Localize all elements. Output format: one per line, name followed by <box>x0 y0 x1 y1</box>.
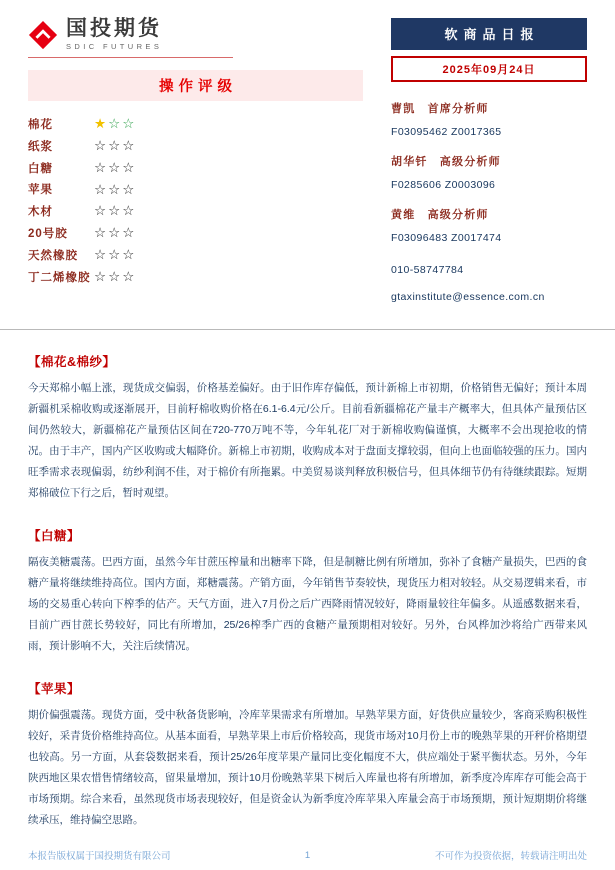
commodity-name: 20号胶 <box>28 227 68 240</box>
rating-row-pulp <box>28 135 363 157</box>
rating-row-apple <box>28 178 363 200</box>
commodity-name: 苹果 <box>28 184 53 197</box>
rating-row-sugar <box>28 157 363 179</box>
star-rating: ☆☆☆ <box>94 137 137 153</box>
analyst-license: F03095462 Z0017365 <box>391 126 502 139</box>
star-rating: ☆☆☆ <box>94 159 137 175</box>
section-title: 【棉花&棉纱】 <box>28 355 116 370</box>
rating-row-butadiene-rubber <box>28 266 363 288</box>
footer-page-number: 1 <box>304 849 311 861</box>
section-sugar <box>28 526 587 657</box>
commodity-name: 木材 <box>28 206 53 219</box>
footer-disclaimer: 不可作为投资依据，转载请注明出处 <box>435 851 588 862</box>
analyst-license: F0285606 Z0003096 <box>391 179 496 192</box>
analyst-name: 曹凯 首席分析师 <box>391 103 489 115</box>
star-rating: ☆☆☆ <box>94 268 137 284</box>
rating-row-cotton <box>28 113 363 135</box>
report-date: 2025年09月24日 <box>391 56 587 82</box>
section-body: 今天郑棉小幅上涨，现货成交偏弱，价格基差偏好。由于旧作库存偏低，预计新棉上市初期，价格销售无偏好；预计本周新疆机采棉收购或逐渐展开，目前籽棉收购价格在6.1-6.4元/公斤。目前看新疆棉花产量丰产概率大，但具体产量预估区间仍然较大，新疆棉花产量预估区间在720-770万吨不等，今年轧花厂对于新棉收购偏谨慎，大概率不会出现抢收的情况。由于丰产，国内产区收购或大幅降价。新棉上市初期，收购成本对于盘面支撑较弱，但向上也面临较强的压力。国内旺季需求表现偏弱，纺纱利润不佳，对于棉价有所拖累。中美贸易谈判释放积极信号，但具体细节仍有待继续跟踪。短期郑棉破位下行之后，暂时观望。 <box>28 382 587 500</box>
section-apple <box>28 679 587 831</box>
sdic-logo <box>28 18 233 58</box>
left-column <box>28 18 363 287</box>
contact-phone: 010-58747784 <box>391 264 464 277</box>
top-area <box>28 18 587 317</box>
analyst-license: F03096483 Z0017474 <box>391 231 502 244</box>
star-rating: ☆☆☆ <box>94 225 137 241</box>
commodity-name: 纸浆 <box>28 140 53 153</box>
analyst-name: 黄维 高级分析师 <box>391 208 489 221</box>
header-divider <box>0 329 615 330</box>
brand-name: 国投期货 <box>66 17 162 40</box>
star-rating: ☆☆☆ <box>94 246 137 262</box>
section-cotton <box>28 352 587 504</box>
footer-copyright: 本报告版权属于国投期货有限公司 <box>28 851 171 862</box>
commodity-name: 天然橡胶 <box>28 249 78 262</box>
analyst-block <box>391 100 587 317</box>
section-body: 期价偏强震荡。现货方面，受中秋备货影响，冷库苹果需求有所增加。早熟苹果方面，好货供应量较少，客商采购积极性较好，采青货价格维持高位。从基本面看，早熟苹果上市后价格较高，现货市场对10月份上市的晚熟苹果的开秤价格期望也较高。另一方面，从套袋数据来看，预计25/26年度苹果产量同比变化幅度不大，供应端处于紧平衡状态。另外，今年陕西地区果农惜售情绪较高，留果量增加，预计10月份晚熟苹果下树后入库量也将有所增加，新季度冷库库存可能会高于市场预期。综合来看，虽然现货市场表现较好，但是资金认为新季度冷库苹果入库量会高于市场预期，预计短期期价将继续承压，维持偏空思路。 <box>28 709 587 827</box>
page-footer <box>28 848 587 862</box>
brand-subtitle: SDIC FUTURES <box>66 42 163 52</box>
section-title: 【苹果】 <box>28 682 81 697</box>
star-rating: ☆☆☆ <box>94 203 137 219</box>
rating-row-natural-rubber <box>28 244 363 266</box>
rating-list <box>28 113 363 287</box>
logo-text <box>66 18 162 51</box>
rating-panel-title: 操作评级 <box>28 70 363 101</box>
sdic-logo-icon <box>28 20 58 50</box>
star-rating: ☆☆☆ <box>94 181 137 197</box>
commodity-name: 白糖 <box>28 162 53 175</box>
analyst-name: 胡华钎 高级分析师 <box>391 155 501 168</box>
section-title: 【白糖】 <box>28 529 81 544</box>
commodity-name: 丁二烯橡胶 <box>28 271 91 284</box>
rating-row-rubber20 <box>28 222 363 244</box>
contact-email: gtaxinstitute@essence.com.cn <box>391 290 545 303</box>
right-column <box>391 18 587 317</box>
commodity-name: 棉花 <box>28 118 53 131</box>
star-rating: ★☆☆ <box>94 116 137 132</box>
section-body: 隔夜美糖震荡。巴西方面，虽然今年甘蔗压榨量和出糖率下降，但是制糖比例有所增加，弥补了食糖产量损失，巴西的食糖产量将继续维持高位。国内方面，郑糖震荡。产销方面，今年销售节奏较快，现货压力相对较轻。从交易逻辑来看，市场的交易重心转向下榨季的估产。天气方面，进入7月份之后广西降雨情况较好，降雨量较往年偏多。从遥感数据来看，目前广西甘蔗长势较好，同比有所增加，25/26榨季广西的食糖产量预期相对较好。另外，台风桦加沙将给广西带来风雨，预计影响不大，关注后续情况。 <box>28 556 587 653</box>
rating-row-timber <box>28 200 363 222</box>
report-title: 软商品日报 <box>391 18 587 50</box>
